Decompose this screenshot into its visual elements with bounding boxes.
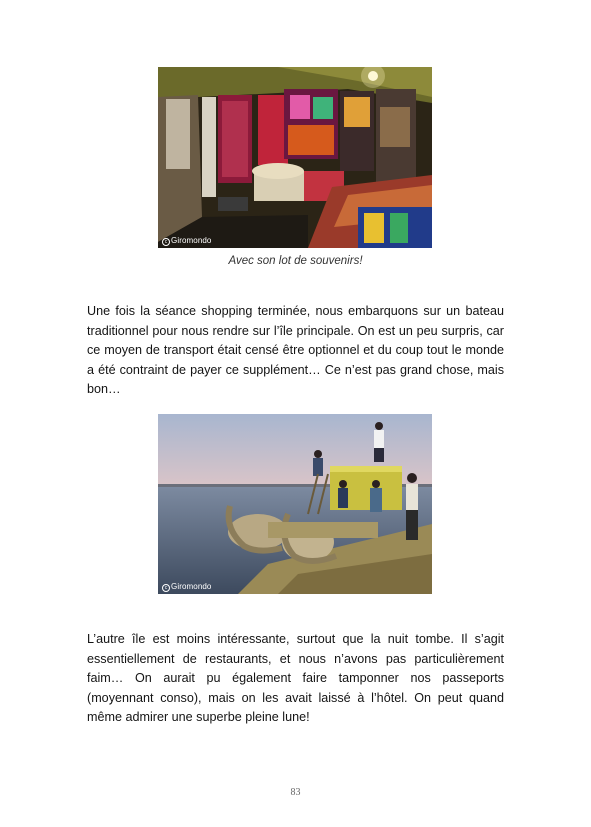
photo-caption: Avec son lot de souvenirs! xyxy=(228,255,363,267)
reed-boat-photo xyxy=(158,414,432,594)
photo-credit-2: c Giromondo xyxy=(162,582,211,592)
souvenir-tent-illustration xyxy=(158,67,432,248)
paragraph-2: L’autre île est moins intéressante, surtout que la nuit tombe. Il s’agit essentiellement de restaurants, et nous n’avons pas particulièrement faim… On aurait pu également faire tamponner nos passeports (moyennant conso), mais on les avait laissé à l’hôtel. On peut quand même admirer une superbe pleine lune! xyxy=(87,632,504,724)
reed-boat-illustration xyxy=(158,414,432,594)
souvenir-tent-photo xyxy=(158,67,432,248)
paragraph-1: Une fois la séance shopping terminée, nous embarquons sur un bateau traditionnel pour nous rendre sur l’île principale. On est un peu surpris, car ce moyen de transport était censé être optionnel et du coup tout le monde a été contraint de payer ce supplément… Ce n’est pas grand chose, mais bon… xyxy=(87,304,504,396)
copyright-icon: c xyxy=(162,238,170,246)
photo-credit-1: c Giromondo xyxy=(162,236,211,246)
page-number: 83 xyxy=(290,787,301,798)
copyright-icon: c xyxy=(162,584,170,592)
